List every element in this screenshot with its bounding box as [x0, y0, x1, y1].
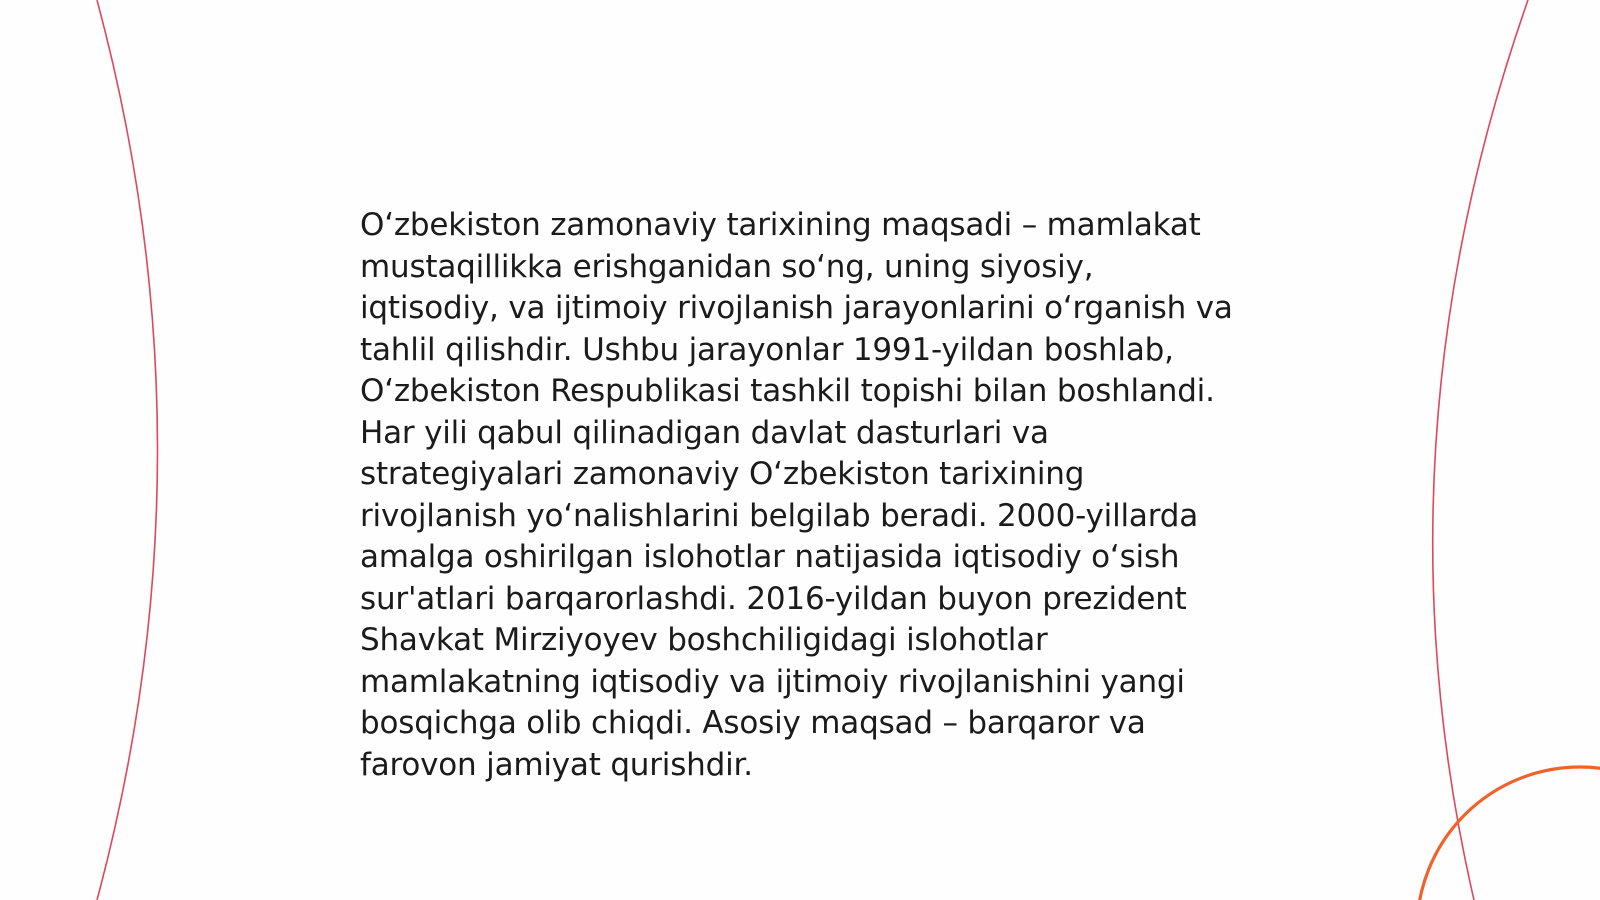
right-curve-line — [1433, 0, 1528, 900]
left-curve-line — [97, 0, 158, 900]
slide-body-text: O‘zbekiston zamonaviy tarixining maqsadi – mamlakat mustaqillikka erishganidan so‘ng, uning siyosiy, iqtisodiy, va ijtimoiy rivojlanish jarayonlarini o‘rganish va tahlil qilishdir. Ushbu jarayonlar 1991-yildan boshlab, O‘zbekiston Respublikasi tashkil topishi bilan boshlandi. Har yili qabul qilinadigan davlat dasturlari va strategiyalari zamonaviy O‘zbekiston tarixining rivojlanish yo‘nalishlarini belgilab beradi. 2000-yillarda amalga oshirilgan islohotlar natijasida iqtisodiy o‘sish sur'atlari barqarorlashdi. 2016-yildan buyon prezident Shavkat Mirziyoyev boshchiligidagi islohotlar mamlakatning iqtisodiy va ijtimoiy rivojlanishini yangi bosqichga olib chiqdi. Asosiy maqsad – barqaror va farovon jamiyat qurishdir. — [360, 207, 1233, 783]
corner-accent-arc — [1417, 767, 1600, 900]
